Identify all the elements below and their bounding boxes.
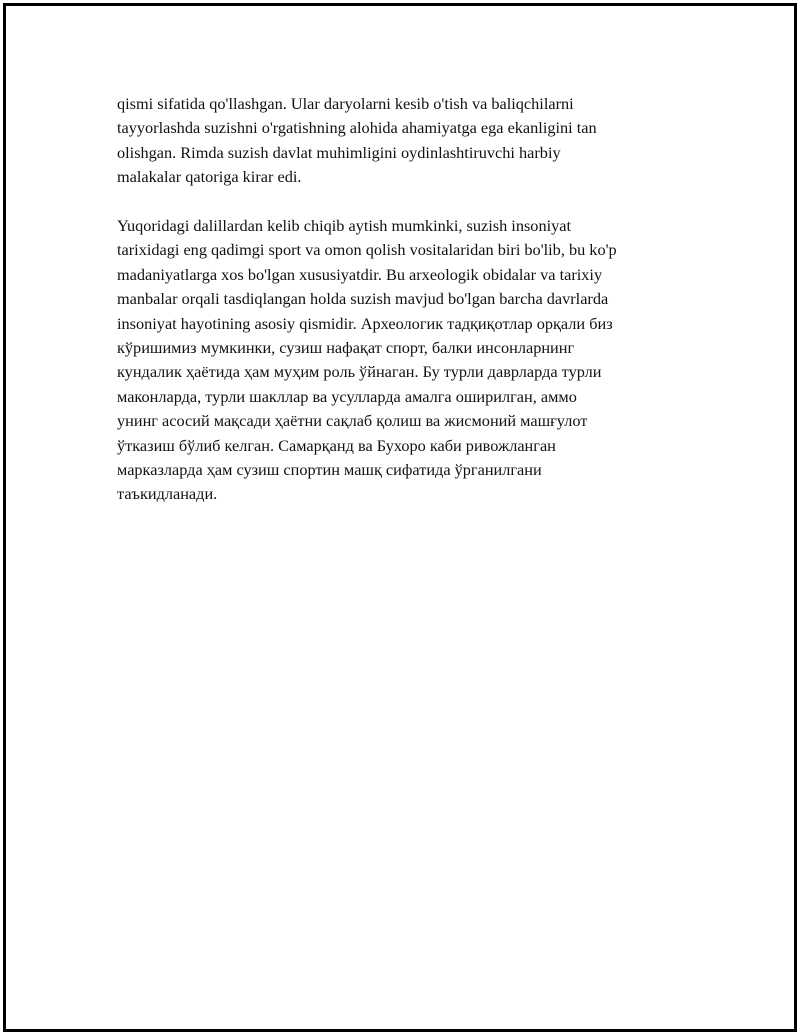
text-line: кундалик ҳаётида ҳам муҳим роль ўйнаган. Бу турли даврларда турли	[117, 362, 602, 382]
text-line: malakalar qatoriga kirar edi.	[117, 167, 302, 187]
text-line: tarixidagi eng qadimgi sport va omon qolish vositalaridan biri bo'lib, bu ko'p	[117, 240, 617, 260]
paragraph-1	[117, 92, 683, 190]
text-line: таъкидланади.	[117, 484, 218, 504]
text-line: маконларда, турли шакллар ва усулларда амалга оширилган, аммо	[117, 386, 577, 406]
text-line: марказларда ҳам сузиш спортин машқ сифатида ўрганилгани	[117, 460, 542, 480]
text-line: унинг асосий мақсади ҳаётни сақлаб қолиш ва жисмоний машғулот	[117, 411, 588, 431]
document-body	[117, 92, 683, 507]
text-line: qismi sifatida qo'llashgan. Ular daryolarni kesib o'tish va baliqchilarni	[117, 94, 574, 113]
text-line: ўтказиш бўлиб келган. Самарқанд ва Бухоро каби ривожланган	[117, 435, 556, 455]
paragraph-2	[117, 214, 683, 507]
text-line: Yuqoridagi dalillardan kelib chiqib aytish mumkinki, suzish insoniyat	[117, 216, 572, 236]
text-line: olishgan. Rimda suzish davlat muhimligini oydinlashtiruvchi harbiy	[117, 142, 561, 162]
text-line: кўришимиз мумкинки, сузиш нафақат спорт, балки инсонларнинг	[117, 338, 575, 358]
text-line: madaniyatlarga xos bo'lgan xususiyatdir. Bu arxeologik obidalar va tarixiy	[117, 264, 603, 284]
text-line: tayyorlashda suzishni o'rgatishning alohida ahamiyatga ega ekanligini tan	[117, 118, 597, 138]
text-line: insoniyat hayotining asosiy qismidir. Археологик тадқиқотлар орқали биз	[117, 313, 613, 333]
text-line: manbalar orqali tasdiqlangan holda suzish mavjud bo'lgan barcha davrlarda	[117, 289, 609, 309]
